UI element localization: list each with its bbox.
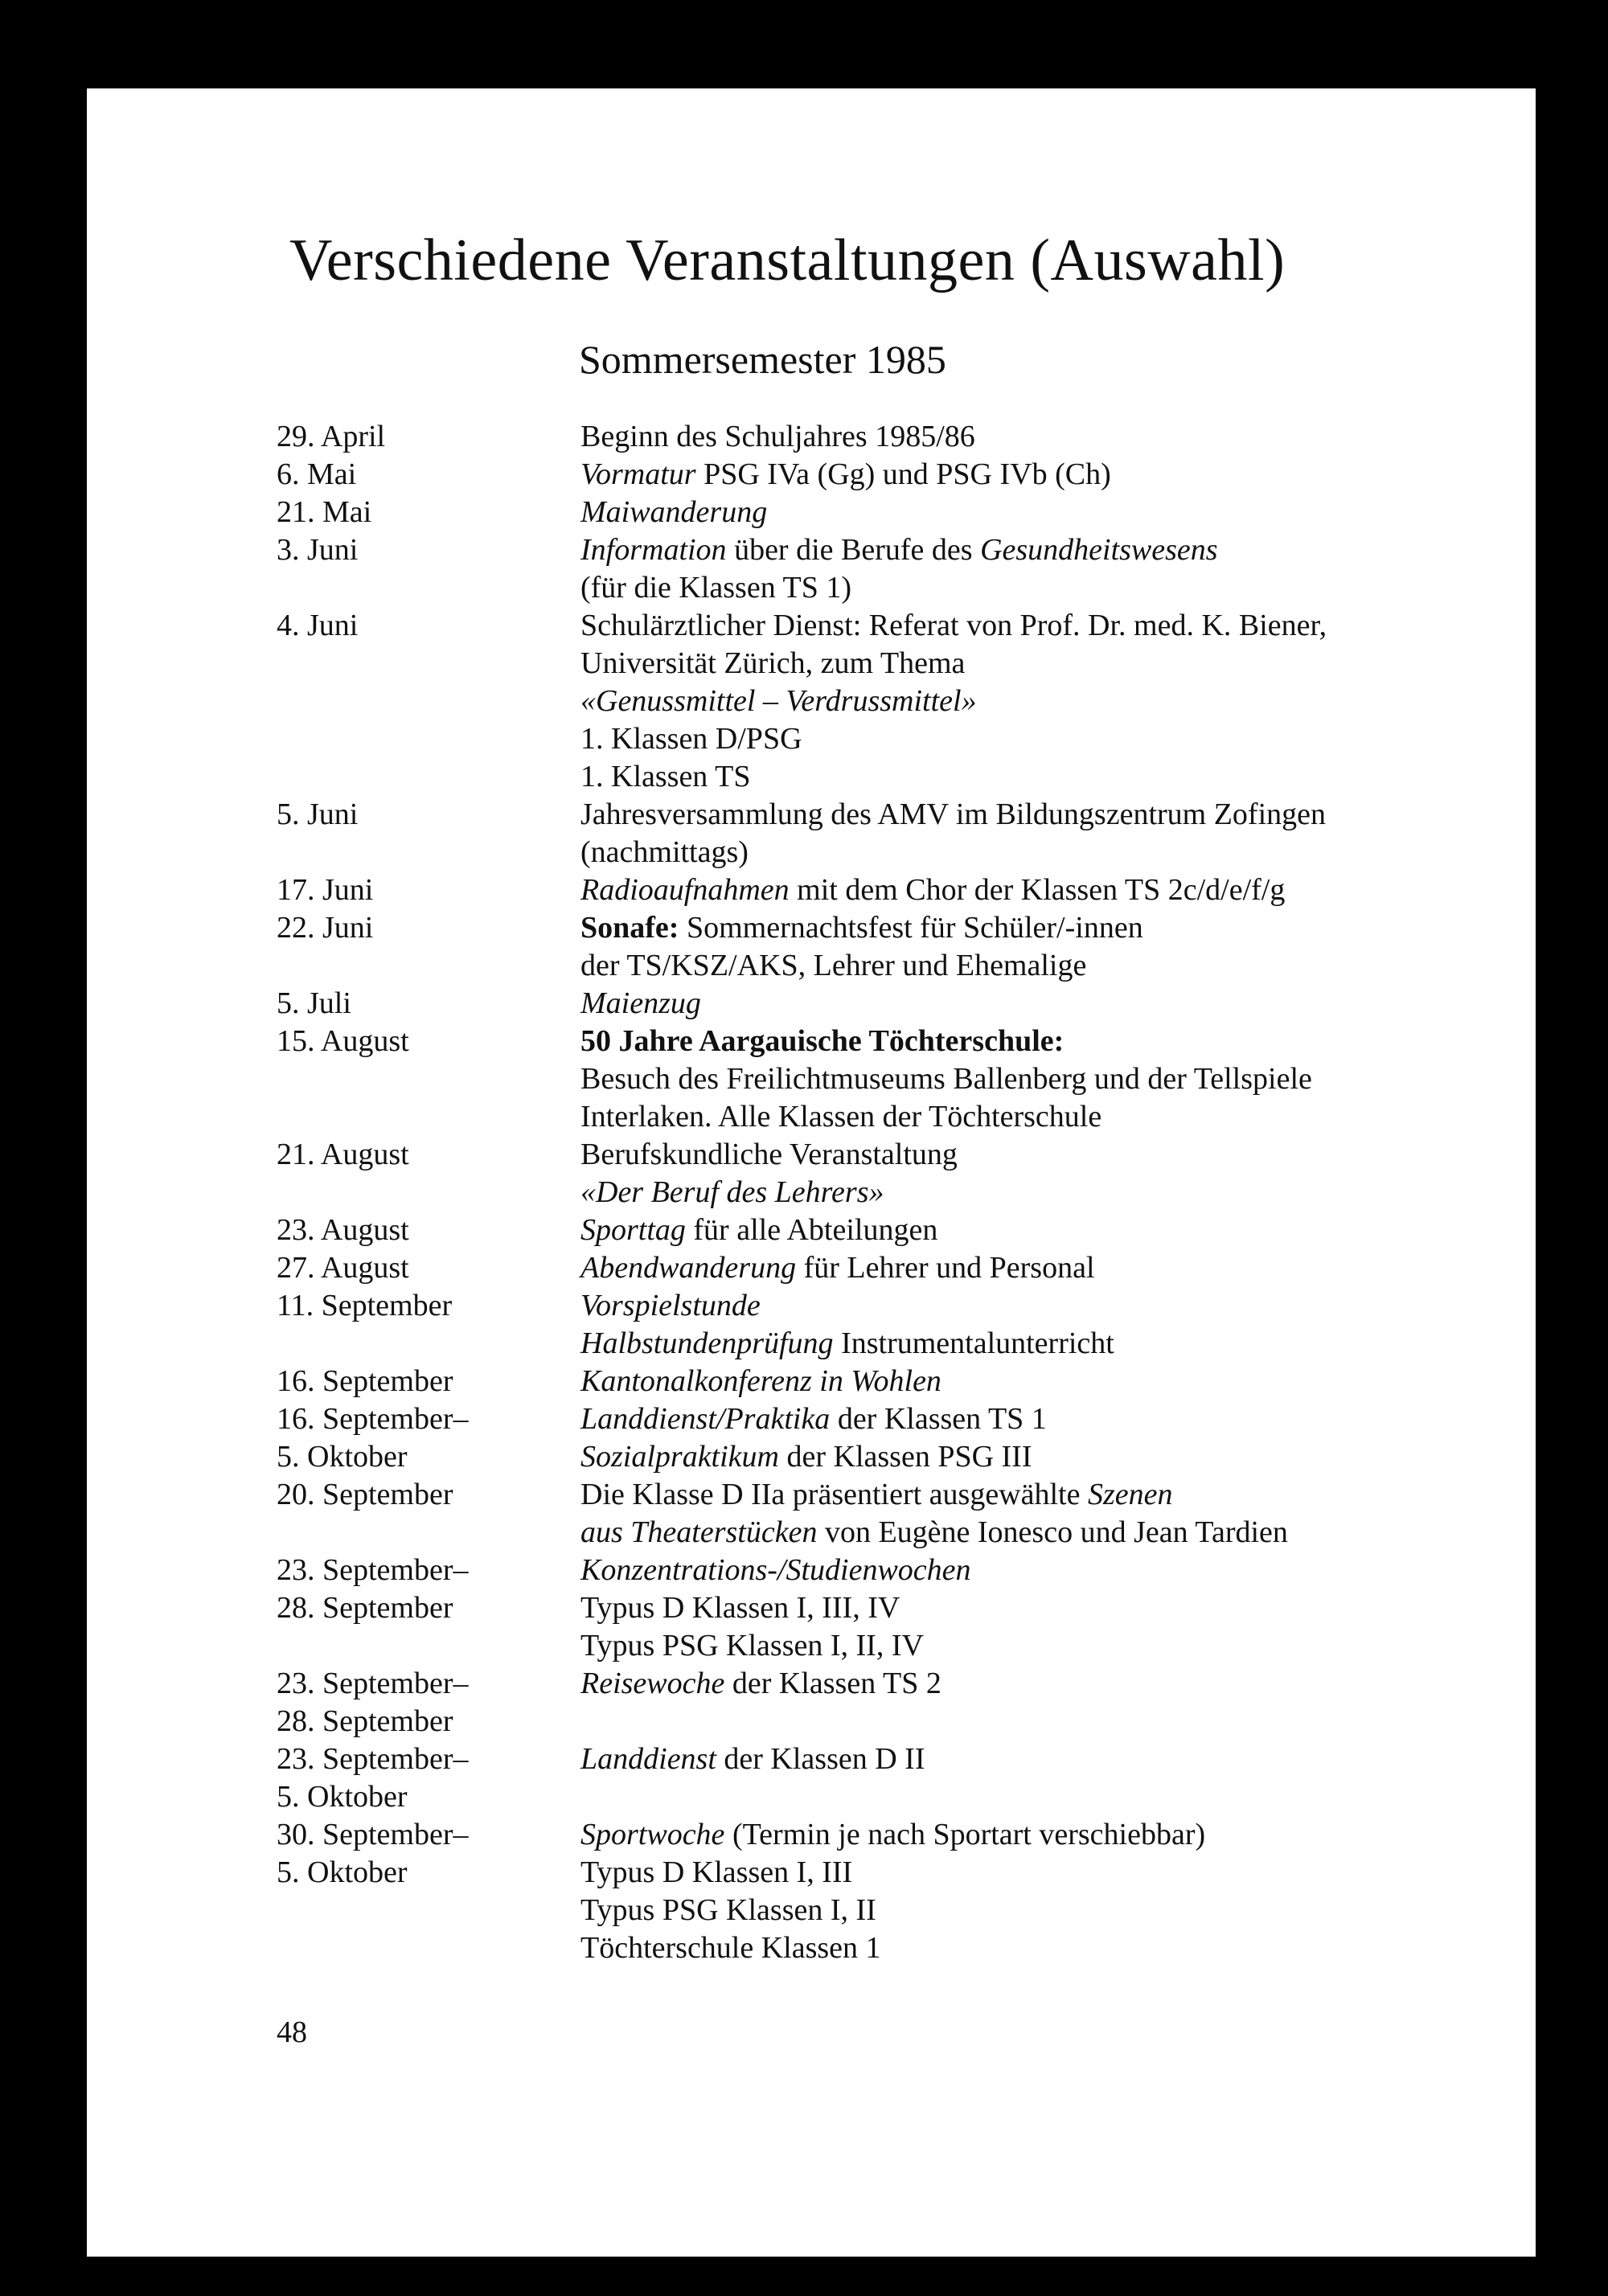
event-date: 20. September	[277, 1478, 453, 1511]
bold-text: 50 Jahre Aargauische Töchterschule:	[580, 1024, 1064, 1058]
event-description	[580, 1589, 900, 1627]
event-description	[580, 1892, 876, 1929]
event-row	[87, 1740, 1536, 1778]
event-description	[580, 1249, 1095, 1287]
event-row	[87, 1060, 1536, 1098]
event-row	[87, 569, 1536, 607]
event-description	[580, 796, 1326, 834]
event-date: 6. Mai	[277, 457, 357, 491]
event-description	[580, 456, 1111, 494]
event-date: 23. September–	[277, 1553, 469, 1587]
plain-text: Interlaken. Alle Klassen der Töchterschule	[580, 1100, 1102, 1134]
event-description	[580, 1627, 924, 1665]
event-description	[580, 1552, 971, 1589]
event-row	[87, 418, 1536, 456]
plain-text: der Klassen D II	[716, 1742, 925, 1776]
plain-text: der Klassen TS 2	[724, 1667, 941, 1700]
italic-text: Abendwanderung	[580, 1251, 797, 1285]
event-date: 28. September	[277, 1704, 453, 1738]
event-row	[87, 1363, 1536, 1400]
event-date: 30. September–	[277, 1818, 469, 1851]
event-date: 15. August	[277, 1024, 409, 1058]
event-description	[580, 1136, 958, 1174]
italic-text: Kantonalkonferenz in Wohlen	[580, 1364, 941, 1398]
event-row	[87, 720, 1536, 758]
event-date: 16. September	[277, 1364, 453, 1398]
plain-text: Besuch des Freilichtmuseums Ballenberg und der Tellspiele	[580, 1062, 1312, 1096]
plain-text: 1. Klassen D/PSG	[580, 722, 802, 756]
event-row	[87, 1514, 1536, 1552]
event-row	[87, 645, 1536, 683]
event-description	[580, 1287, 761, 1325]
event-description	[580, 1400, 1047, 1438]
event-description	[580, 1476, 1173, 1514]
italic-text: Vormatur	[580, 457, 696, 491]
plain-text: der Klassen TS 1	[830, 1402, 1047, 1436]
plain-text: Instrumentalunterricht	[833, 1326, 1114, 1360]
event-date: 28. September	[277, 1591, 453, 1625]
event-description	[580, 683, 977, 720]
event-description	[580, 569, 851, 607]
italic-text: Sozialpraktikum	[580, 1440, 779, 1474]
event-row	[87, 871, 1536, 909]
italic-text: Maiwanderung	[580, 495, 768, 529]
event-row	[87, 1778, 1536, 1816]
event-row	[87, 1438, 1536, 1476]
italic-text: Sporttag	[580, 1213, 686, 1247]
event-date: 23. September–	[277, 1667, 469, 1700]
event-row	[87, 1854, 1536, 1892]
event-description	[580, 1174, 884, 1212]
event-description	[580, 758, 750, 796]
event-description	[580, 1438, 1032, 1476]
italic-text: «Genussmittel – Verdrussmittel»	[580, 684, 977, 718]
page-number: 48	[277, 2015, 307, 2049]
plain-text: mit dem Chor der Klassen TS 2c/d/e/f/g	[789, 873, 1286, 907]
event-row	[87, 1589, 1536, 1627]
event-row	[87, 1287, 1536, 1325]
event-row	[87, 456, 1536, 494]
event-description	[580, 1023, 1064, 1060]
plain-text: über die Berufe des	[726, 533, 981, 567]
plain-text: Die Klasse D IIa präsentiert ausgewählte	[580, 1478, 1088, 1511]
italic-text: Landdienst	[580, 1742, 716, 1776]
event-description	[580, 645, 965, 683]
event-row	[87, 531, 1536, 569]
semester-heading: Sommersemester 1985	[579, 337, 946, 382]
plain-text: der TS/KSZ/AKS, Lehrer und Ehemalige	[580, 949, 1087, 982]
event-row	[87, 1665, 1536, 1703]
event-description	[580, 418, 975, 456]
event-description	[580, 1212, 937, 1249]
plain-text: von Eugène Ionesco und Jean Tardien	[817, 1515, 1288, 1549]
event-row	[87, 1929, 1536, 1967]
plain-text: Typus PSG Klassen I, II	[580, 1893, 876, 1927]
event-description	[580, 494, 767, 531]
event-description	[580, 1816, 1205, 1854]
event-description	[580, 1325, 1114, 1363]
event-description	[580, 871, 1285, 909]
event-row	[87, 1098, 1536, 1136]
event-date: 11. September	[277, 1289, 453, 1322]
italic-text: Halbstundenprüfung	[580, 1326, 834, 1360]
italic-text: Sportwoche	[580, 1818, 725, 1851]
event-row	[87, 947, 1536, 985]
event-row	[87, 1892, 1536, 1929]
event-row	[87, 1325, 1536, 1363]
plain-text: Jahresversammlung des AMV im Bildungszentrum Zofingen	[580, 797, 1327, 831]
event-date: 23. September–	[277, 1742, 469, 1776]
event-description	[580, 1854, 852, 1892]
event-date: 17. Juni	[277, 873, 374, 907]
event-date: 5. Oktober	[277, 1780, 408, 1814]
event-date: 5. Juli	[277, 986, 351, 1020]
plain-text: Typus D Klassen I, III	[580, 1855, 853, 1889]
event-row	[87, 1174, 1536, 1212]
italic-text: Szenen	[1087, 1478, 1173, 1511]
italic-text: Konzentrations-/Studienwochen	[580, 1553, 971, 1587]
event-date: 27. August	[277, 1251, 409, 1285]
event-description	[580, 1665, 941, 1703]
italic-text: «Der Beruf des Lehrers»	[580, 1175, 884, 1209]
event-row	[87, 834, 1536, 871]
plain-text: der Klassen PSG III	[778, 1440, 1032, 1474]
italic-text: aus Theaterstücken	[580, 1515, 818, 1549]
plain-text: Berufskundliche Veranstaltung	[580, 1138, 958, 1171]
plain-text: 1. Klassen TS	[580, 760, 751, 793]
italic-text: Vorspielstunde	[580, 1289, 761, 1322]
event-date: 5. Juni	[277, 797, 359, 831]
event-description	[580, 1363, 941, 1400]
document-page	[87, 88, 1536, 2257]
event-description	[580, 1098, 1101, 1136]
event-date: 23. August	[277, 1213, 409, 1247]
plain-text: Typus PSG Klassen I, II, IV	[580, 1629, 924, 1663]
event-row	[87, 1627, 1536, 1665]
event-description	[580, 531, 1218, 569]
event-date: 3. Juni	[277, 533, 359, 567]
event-date: 4. Juni	[277, 609, 359, 642]
event-row	[87, 796, 1536, 834]
event-row	[87, 909, 1536, 947]
event-description	[580, 1740, 925, 1778]
plain-text: Schulärztlicher Dienst: Referat von Prof. Dr. med. K. Biener,	[580, 609, 1327, 642]
event-date: 21. Mai	[277, 495, 372, 529]
plain-text: Universität Zürich, zum Thema	[580, 646, 966, 680]
event-row	[87, 607, 1536, 645]
event-row	[87, 683, 1536, 720]
plain-text: (nachmittags)	[580, 835, 749, 869]
event-description	[580, 834, 749, 871]
event-row	[87, 1249, 1536, 1287]
event-row	[87, 1023, 1536, 1060]
event-row	[87, 1552, 1536, 1589]
italic-text: Reisewoche	[580, 1667, 725, 1700]
event-date: 5. Oktober	[277, 1855, 408, 1889]
event-description	[580, 947, 1086, 985]
italic-text: Landdienst/Praktika	[580, 1402, 831, 1436]
event-row	[87, 1400, 1536, 1438]
event-row	[87, 758, 1536, 796]
event-row	[87, 985, 1536, 1023]
event-description	[580, 720, 802, 758]
plain-text: für alle Abteilungen	[685, 1213, 938, 1247]
event-row	[87, 1212, 1536, 1249]
event-date: 21. August	[277, 1138, 409, 1171]
event-date: 29. April	[277, 420, 386, 453]
italic-text: Information	[580, 533, 727, 567]
plain-text: Töchterschule Klassen 1	[580, 1931, 881, 1965]
event-row	[87, 1816, 1536, 1854]
event-description	[580, 909, 1143, 947]
plain-text: PSG IVa (Gg) und PSG IVb (Ch)	[695, 457, 1111, 491]
event-row	[87, 1136, 1536, 1174]
italic-text: Maienzug	[580, 986, 701, 1020]
event-description	[580, 1060, 1312, 1098]
event-description	[580, 1929, 881, 1967]
event-description	[580, 607, 1327, 645]
plain-text: für Lehrer und Personal	[796, 1251, 1095, 1285]
plain-text: Beginn des Schuljahres 1985/86	[580, 420, 975, 453]
event-row	[87, 494, 1536, 531]
plain-text: Typus D Klassen I, III, IV	[580, 1591, 900, 1625]
event-row	[87, 1476, 1536, 1514]
event-date: 22. Juni	[277, 911, 374, 945]
italic-text: Gesundheitswesens	[980, 533, 1218, 567]
plain-text: (für die Klassen TS 1)	[580, 571, 852, 605]
event-row	[87, 1703, 1536, 1740]
event-description	[580, 985, 701, 1023]
events-list	[87, 418, 1536, 1967]
page-title: Verschiedene Veranstaltungen (Auswahl)	[289, 228, 1286, 293]
italic-text: Radioaufnahmen	[580, 873, 790, 907]
bold-text: Sonafe:	[580, 911, 679, 945]
event-date: 5. Oktober	[277, 1440, 408, 1474]
event-description	[580, 1514, 1288, 1552]
plain-text: Sommernachtsfest für Schüler/-innen	[679, 911, 1143, 945]
event-date: 16. September–	[277, 1402, 469, 1436]
plain-text: (Termin je nach Sportart verschiebbar)	[724, 1818, 1206, 1851]
